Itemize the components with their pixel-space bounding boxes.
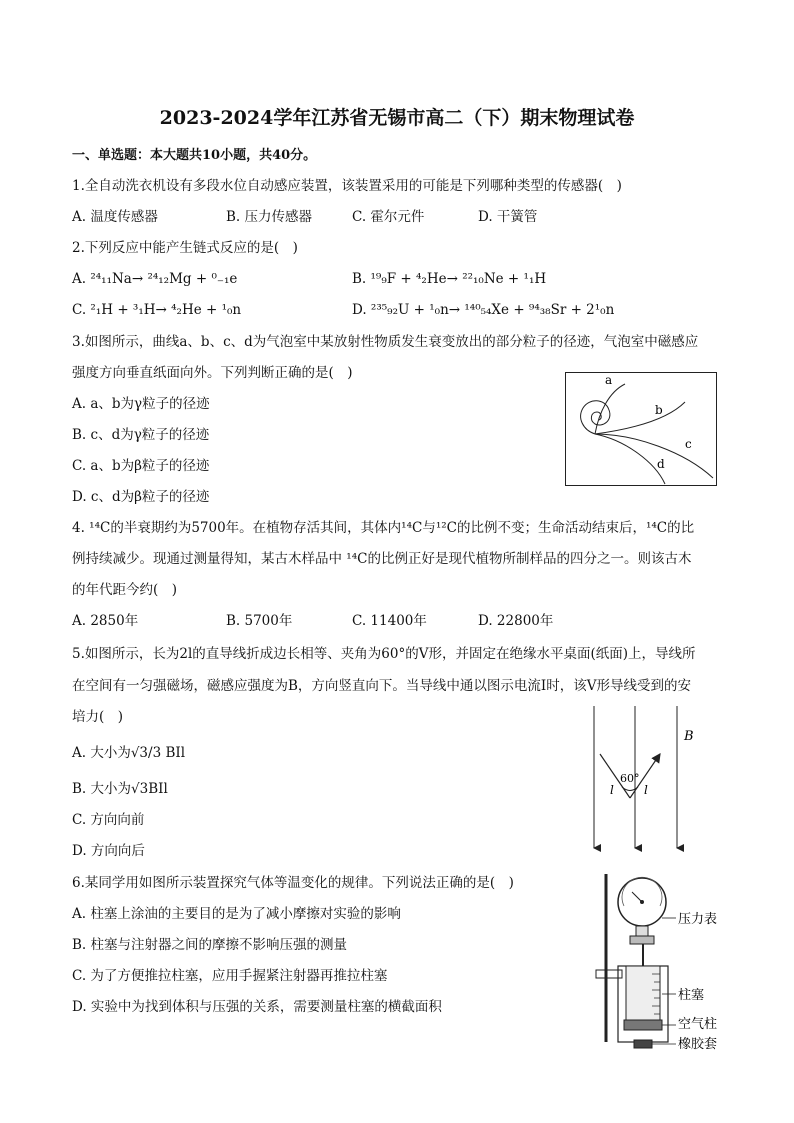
q4-option-d[interactable]: D. 22800年 — [478, 613, 554, 629]
label-l-right: l — [644, 783, 648, 797]
q3-option-c[interactable]: C. a、b为β粒子的径迹 — [72, 458, 210, 474]
q2-option-a[interactable]: A. ²⁴₁₁Na→ ²⁴₁₂Mg + ⁰₋₁e — [72, 271, 238, 287]
question-4-stem-line3: 的年代距今约( ) — [72, 582, 178, 598]
label-a: a — [605, 373, 613, 387]
rubber-cap — [634, 1040, 652, 1048]
question-6-stem: 6.某同学用如图所示装置探究气体等温变化的规律。下列说法正确的是( ) — [72, 875, 514, 891]
q2-option-b[interactable]: B. ¹⁹₉F + ⁴₂He→ ²²₁₀Ne + ¹₁H — [352, 271, 547, 287]
gas-law-apparatus-figure — [590, 870, 758, 1052]
label-b-field: B — [684, 729, 694, 744]
label-l-left: l — [610, 783, 614, 797]
question-5-stem-line2: 在空间有一匀强磁场，磁感应强度为B，方向竖直向下。当导线中通以图示电流I时，该V形导线受到的安 — [72, 678, 692, 694]
q6-option-b[interactable]: B. 柱塞与注射器之间的摩擦不影响压强的测量 — [72, 937, 348, 953]
question-2-stem: 2.下列反应中能产生链式反应的是( ) — [72, 240, 298, 256]
q1-option-c[interactable]: C. 霍尔元件 — [352, 209, 425, 225]
q6-option-d[interactable]: D. 实验中为找到体积与压强的关系，需要测量柱塞的横截面积 — [72, 999, 442, 1015]
question-4-stem-line1: 4. ¹⁴C的半衰期约为5700年。在植物存活其间，其体内¹⁴C与¹²C的比例不变；生命活动结束后，¹⁴C的比 — [72, 520, 695, 536]
q2-option-d[interactable]: D. ²³⁵₉₂U + ¹₀n→ ¹⁴⁰₅₄Xe + ⁹⁴₃₈Sr + 2¹₀n — [352, 302, 615, 318]
page-title: 2023-2024学年江苏省无锡市高二（下）期末物理试卷 — [159, 107, 635, 129]
question-4-stem-line2: 例持续减少。现通过测量得知，某古木样品中 ¹⁴C的比例正好是现代植物所制样品的四分之一。则该古木 — [72, 551, 692, 567]
question-3-stem-line2: 强度方向垂直纸面向外。下列判断正确的是( ) — [72, 365, 353, 381]
label-c: c — [685, 437, 692, 451]
q6-option-a[interactable]: A. 柱塞上涂油的主要目的是为了减小摩擦对实验的影响 — [72, 906, 401, 922]
question-3-stem-line1: 3.如图所示，曲线a、b、c、d为气泡室中某放射性物质发生衰变放出的部分粒子的径迹，气泡室中磁感应 — [72, 334, 699, 350]
q5-option-c[interactable]: C. 方向向前 — [72, 812, 145, 828]
q1-option-d[interactable]: D. 干簧管 — [478, 209, 538, 225]
v-wire-magnetic-figure — [580, 702, 700, 854]
q3-option-d[interactable]: D. c、d为β粒子的径迹 — [72, 489, 210, 505]
label-rubber-cap: 橡胶套 — [678, 1037, 718, 1052]
q3-option-b[interactable]: B. c、d为γ粒子的径迹 — [72, 427, 210, 443]
q5-option-d[interactable]: D. 方向向后 — [72, 843, 145, 859]
label-angle: 60° — [620, 772, 640, 785]
plunger — [624, 1020, 662, 1030]
section-heading: 一、单选题：本大题共10小题，共40分。 — [72, 148, 317, 163]
track-b — [595, 402, 685, 434]
question-5-stem-line3: 培力( ) — [72, 709, 124, 725]
q4-option-a[interactable]: A. 2850年 — [72, 613, 139, 629]
q1-option-a[interactable]: A. 温度传感器 — [72, 209, 158, 225]
track-a — [581, 401, 610, 434]
q6-option-c[interactable]: C. 为了方便推拉柱塞，应用手握紧注射器再推拉柱塞 — [72, 968, 388, 984]
label-air-column: 空气柱 — [678, 1017, 718, 1032]
q5-option-a[interactable]: A. 大小为√3/3 BIl — [72, 745, 186, 761]
q4-option-c[interactable]: C. 11400年 — [352, 613, 427, 629]
label-plunger: 柱塞 — [678, 988, 705, 1003]
label-d: d — [657, 457, 665, 471]
q5-option-b[interactable]: B. 大小为√3BIl — [72, 781, 168, 797]
question-5-stem-line1: 5.如图所示，长为2l的直导线折成边长相等、夹角为60°的V形，并固定在绝缘水平桌面(纸面)上，导线所 — [72, 646, 696, 662]
q4-option-b[interactable]: B. 5700年 — [226, 613, 293, 629]
track-c — [595, 434, 713, 478]
label-b: b — [655, 403, 663, 417]
question-1-stem: 1.全自动洗衣机设有多段水位自动感应装置，该装置采用的可能是下列哪种类型的传感器( ) — [72, 178, 622, 194]
q2-option-c[interactable]: C. ²₁H + ³₁H→ ⁴₂He + ¹₀n — [72, 302, 242, 318]
q1-option-b[interactable]: B. 压力传感器 — [226, 209, 313, 225]
label-pressure-gauge: 压力表 — [678, 912, 718, 927]
bubble-chamber-figure — [565, 372, 717, 486]
track-d — [595, 434, 665, 484]
q3-option-a[interactable]: A. a、b为γ粒子的径迹 — [72, 396, 210, 412]
